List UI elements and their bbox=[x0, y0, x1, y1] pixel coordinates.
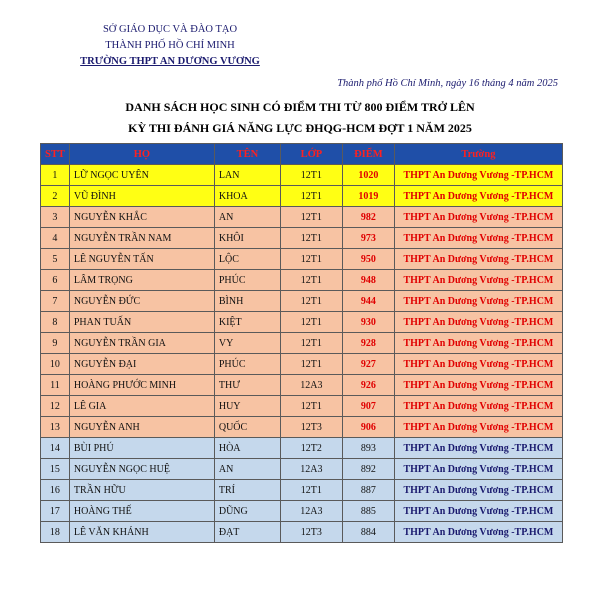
cell-ten: QUỐC bbox=[214, 417, 280, 438]
table-row bbox=[41, 417, 563, 438]
table-row bbox=[41, 270, 563, 291]
cell-diem: 973 bbox=[342, 228, 394, 249]
city-name: THÀNH PHỐ HỒ CHÍ MINH bbox=[105, 40, 235, 51]
table-header-row bbox=[41, 144, 563, 165]
cell-ho: BÙI PHÚ bbox=[69, 438, 214, 459]
table-row bbox=[41, 354, 563, 375]
cell-ho: NGUYỄN ĐẠI bbox=[69, 354, 214, 375]
cell-ten: BÌNH bbox=[214, 291, 280, 312]
cell-ten: PHÚC bbox=[214, 354, 280, 375]
table-row bbox=[41, 228, 563, 249]
cell-lop: 12T1 bbox=[280, 165, 342, 186]
table-row bbox=[41, 438, 563, 459]
cell-stt: 14 bbox=[41, 438, 70, 459]
cell-ten: ĐẠT bbox=[214, 522, 280, 543]
cell-ho: HOÀNG PHƯỚC MINH bbox=[69, 375, 214, 396]
table-row bbox=[41, 333, 563, 354]
cell-stt: 12 bbox=[41, 396, 70, 417]
cell-lop: 12T1 bbox=[280, 354, 342, 375]
cell-ten: AN bbox=[214, 207, 280, 228]
cell-ho: PHAN TUẤN bbox=[69, 312, 214, 333]
cell-diem: 927 bbox=[342, 354, 394, 375]
cell-lop: 12T2 bbox=[280, 438, 342, 459]
cell-lop: 12T1 bbox=[280, 207, 342, 228]
cell-ho: NGUYỄN TRẦN NAM bbox=[69, 228, 214, 249]
cell-diem: 950 bbox=[342, 249, 394, 270]
cell-truong: THPT An Dương Vương -TP.HCM bbox=[394, 501, 562, 522]
cell-diem: 893 bbox=[342, 438, 394, 459]
cell-ho: NGUYỄN TRẦN GIA bbox=[69, 333, 214, 354]
cell-diem: 892 bbox=[342, 459, 394, 480]
student-score-table bbox=[40, 143, 563, 543]
cell-ho: NGUYỄN NGỌC HUỆ bbox=[69, 459, 214, 480]
cell-lop: 12T1 bbox=[280, 396, 342, 417]
document-title: DANH SÁCH HỌC SINH CÓ ĐIỂM THI TỪ 800 ĐIỂM TRỞ LÊN bbox=[125, 100, 475, 114]
cell-stt: 7 bbox=[41, 291, 70, 312]
cell-lop: 12T1 bbox=[280, 333, 342, 354]
cell-truong: THPT An Dương Vương -TP.HCM bbox=[394, 312, 562, 333]
cell-stt: 9 bbox=[41, 333, 70, 354]
column-header-stt: STT bbox=[41, 144, 70, 165]
column-header-diem: ĐIỂM bbox=[342, 144, 394, 165]
cell-diem: 884 bbox=[342, 522, 394, 543]
cell-truong: THPT An Dương Vương -TP.HCM bbox=[394, 228, 562, 249]
cell-diem: 930 bbox=[342, 312, 394, 333]
cell-ten: LAN bbox=[214, 165, 280, 186]
cell-stt: 5 bbox=[41, 249, 70, 270]
cell-ten: HÒA bbox=[214, 438, 280, 459]
table-row bbox=[41, 249, 563, 270]
cell-truong: THPT An Dương Vương -TP.HCM bbox=[394, 249, 562, 270]
cell-lop: 12A3 bbox=[280, 501, 342, 522]
cell-lop: 12T1 bbox=[280, 228, 342, 249]
cell-ho: VŨ ĐÌNH bbox=[69, 186, 214, 207]
column-header-truong: Trường bbox=[394, 144, 562, 165]
cell-diem: 944 bbox=[342, 291, 394, 312]
cell-truong: THPT An Dương Vương -TP.HCM bbox=[394, 480, 562, 501]
school-name: TRƯỜNG THPT AN DƯƠNG VƯƠNG bbox=[80, 56, 260, 67]
cell-lop: 12T3 bbox=[280, 417, 342, 438]
cell-diem: 982 bbox=[342, 207, 394, 228]
cell-stt: 2 bbox=[41, 186, 70, 207]
cell-stt: 18 bbox=[41, 522, 70, 543]
table-row bbox=[41, 207, 563, 228]
cell-stt: 16 bbox=[41, 480, 70, 501]
cell-ho: HOÀNG THẾ bbox=[69, 501, 214, 522]
table-row bbox=[41, 396, 563, 417]
table-row bbox=[41, 501, 563, 522]
cell-diem: 948 bbox=[342, 270, 394, 291]
cell-ho: TRẦN HỮU bbox=[69, 480, 214, 501]
cell-stt: 8 bbox=[41, 312, 70, 333]
cell-diem: 926 bbox=[342, 375, 394, 396]
cell-lop: 12A3 bbox=[280, 375, 342, 396]
table-row bbox=[41, 291, 563, 312]
cell-diem: 1019 bbox=[342, 186, 394, 207]
cell-ten: LỘC bbox=[214, 249, 280, 270]
cell-lop: 12T1 bbox=[280, 480, 342, 501]
cell-truong: THPT An Dương Vương -TP.HCM bbox=[394, 186, 562, 207]
cell-truong: THPT An Dương Vương -TP.HCM bbox=[394, 375, 562, 396]
cell-ten: DŨNG bbox=[214, 501, 280, 522]
department-name: SỞ GIÁO DỤC VÀ ĐÀO TẠO bbox=[102, 24, 238, 35]
table-row bbox=[41, 186, 563, 207]
cell-stt: 17 bbox=[41, 501, 70, 522]
cell-stt: 13 bbox=[41, 417, 70, 438]
cell-diem: 907 bbox=[342, 396, 394, 417]
table-row bbox=[41, 459, 563, 480]
cell-stt: 10 bbox=[41, 354, 70, 375]
column-header-ho: HỌ bbox=[69, 144, 214, 165]
cell-ho: LÊ GIA bbox=[69, 396, 214, 417]
cell-stt: 3 bbox=[41, 207, 70, 228]
cell-stt: 6 bbox=[41, 270, 70, 291]
letterhead bbox=[40, 22, 300, 70]
cell-stt: 4 bbox=[41, 228, 70, 249]
document-subtitle: KỲ THI ĐÁNH GIÁ NĂNG LỰC ĐHQG-HCM ĐỢT 1 NĂM 2025 bbox=[128, 121, 472, 135]
cell-truong: THPT An Dương Vương -TP.HCM bbox=[394, 438, 562, 459]
cell-lop: 12T1 bbox=[280, 312, 342, 333]
cell-stt: 11 bbox=[41, 375, 70, 396]
cell-stt: 1 bbox=[41, 165, 70, 186]
cell-lop: 12T1 bbox=[280, 186, 342, 207]
cell-ho: LÂM TRỌNG bbox=[69, 270, 214, 291]
cell-lop: 12T3 bbox=[280, 522, 342, 543]
table-row bbox=[41, 522, 563, 543]
cell-stt: 15 bbox=[41, 459, 70, 480]
table-row bbox=[41, 375, 563, 396]
cell-ten: KHÔI bbox=[214, 228, 280, 249]
cell-ten: VY bbox=[214, 333, 280, 354]
cell-ten: THƯ bbox=[214, 375, 280, 396]
cell-diem: 928 bbox=[342, 333, 394, 354]
cell-ten: AN bbox=[214, 459, 280, 480]
cell-diem: 906 bbox=[342, 417, 394, 438]
cell-ten: KHOA bbox=[214, 186, 280, 207]
cell-truong: THPT An Dương Vương -TP.HCM bbox=[394, 354, 562, 375]
cell-diem: 1020 bbox=[342, 165, 394, 186]
table-row bbox=[41, 312, 563, 333]
cell-ten: HUY bbox=[214, 396, 280, 417]
date-line: Thành phố Hồ Chí Minh, ngày 16 tháng 4 năm 2025 bbox=[337, 78, 558, 89]
cell-truong: THPT An Dương Vương -TP.HCM bbox=[394, 165, 562, 186]
cell-lop: 12T1 bbox=[280, 291, 342, 312]
cell-truong: THPT An Dương Vương -TP.HCM bbox=[394, 522, 562, 543]
column-header-lop: LỚP bbox=[280, 144, 342, 165]
cell-truong: THPT An Dương Vương -TP.HCM bbox=[394, 291, 562, 312]
cell-diem: 885 bbox=[342, 501, 394, 522]
cell-ten: PHÚC bbox=[214, 270, 280, 291]
table-row bbox=[41, 480, 563, 501]
cell-truong: THPT An Dương Vương -TP.HCM bbox=[394, 417, 562, 438]
cell-ho: NGUYỄN ĐỨC bbox=[69, 291, 214, 312]
cell-ho: NGUYỄN ANH bbox=[69, 417, 214, 438]
cell-truong: THPT An Dương Vương -TP.HCM bbox=[394, 459, 562, 480]
cell-ten: KIỆT bbox=[214, 312, 280, 333]
cell-diem: 887 bbox=[342, 480, 394, 501]
cell-ho: LỮ NGỌC UYÊN bbox=[69, 165, 214, 186]
cell-truong: THPT An Dương Vương -TP.HCM bbox=[394, 207, 562, 228]
column-header-ten: TÊN bbox=[214, 144, 280, 165]
cell-lop: 12T1 bbox=[280, 249, 342, 270]
cell-ho: NGUYỄN KHẮC bbox=[69, 207, 214, 228]
cell-truong: THPT An Dương Vương -TP.HCM bbox=[394, 396, 562, 417]
cell-ho: LÊ VĂN KHÁNH bbox=[69, 522, 214, 543]
table-row bbox=[41, 165, 563, 186]
cell-truong: THPT An Dương Vương -TP.HCM bbox=[394, 270, 562, 291]
cell-ho: LÊ NGUYỄN TẤN bbox=[69, 249, 214, 270]
cell-ten: TRÍ bbox=[214, 480, 280, 501]
cell-lop: 12A3 bbox=[280, 459, 342, 480]
cell-truong: THPT An Dương Vương -TP.HCM bbox=[394, 333, 562, 354]
cell-lop: 12T1 bbox=[280, 270, 342, 291]
